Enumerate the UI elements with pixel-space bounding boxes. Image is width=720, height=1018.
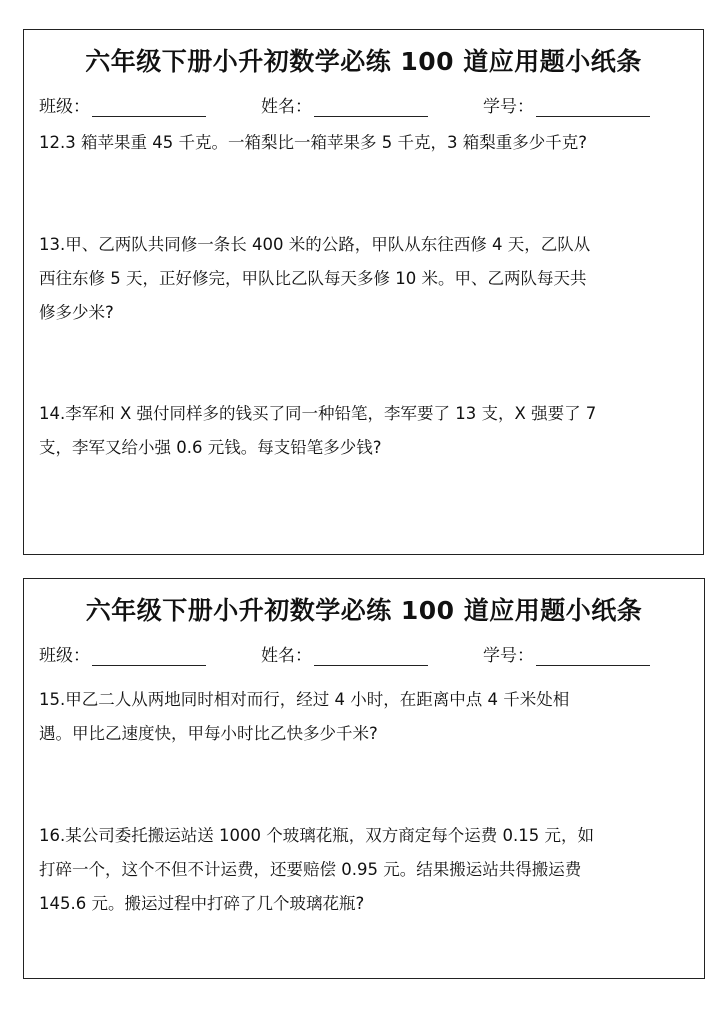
question-13 (39, 228, 691, 330)
worksheet-card (23, 578, 705, 979)
student-id-field[interactable] (483, 92, 650, 117)
student-id-field[interactable] (483, 641, 650, 666)
name-label: 姓名： (261, 646, 312, 666)
class-blank[interactable] (92, 649, 206, 666)
student-id-blank[interactable] (536, 100, 650, 117)
card-title: 六年级下册小升初数学必练 100 道应用题小纸条 (85, 47, 642, 76)
class-label: 班级： (39, 97, 90, 117)
class-field[interactable] (39, 92, 206, 117)
question-line: 14.李军和 X 强付同样多的钱买了同一种铅笔，李军要了 13 支，X 强要了 7 (39, 404, 597, 423)
name-field[interactable] (261, 92, 428, 117)
student-id-label: 学号： (483, 646, 534, 666)
class-blank[interactable] (92, 100, 206, 117)
question-16 (39, 819, 692, 921)
card-title: 六年级下册小升初数学必练 100 道应用题小纸条 (85, 596, 643, 625)
question-line: 16.某公司委托搬运站送 1000 个玻璃花瓶，双方商定每个运费 0.15 元，如 (39, 826, 594, 845)
question-line: 遇。甲比乙速度快，甲每小时比乙快多少千米? (39, 724, 378, 743)
question-12 (39, 126, 691, 160)
question-15 (39, 683, 692, 751)
name-blank[interactable] (314, 100, 428, 117)
class-field[interactable] (39, 641, 206, 666)
student-id-blank[interactable] (536, 649, 650, 666)
question-line: 12.3 箱苹果重 45 千克。一箱梨比一箱苹果多 5 千克，3 箱梨重多少千克? (39, 133, 587, 152)
question-line: 打碎一个，这个不但不计运费，还要赔偿 0.95 元。结果搬运站共得搬运费 (39, 860, 582, 879)
question-line: 15.甲乙二人从两地同时相对而行，经过 4 小时，在距离中点 4 千米处相 (39, 690, 570, 709)
worksheet-card (23, 29, 704, 555)
name-field[interactable] (261, 641, 428, 666)
name-blank[interactable] (314, 649, 428, 666)
student-info-row (39, 641, 694, 667)
question-line: 145.6 元。搬运过程中打碎了几个玻璃花瓶? (39, 894, 365, 913)
question-14 (39, 397, 691, 465)
question-line: 西往东修 5 天，正好修完，甲队比乙队每天多修 10 米。甲、乙两队每天共 (39, 269, 587, 288)
student-id-label: 学号： (483, 97, 534, 117)
question-line: 支，李军又给小强 0.6 元钱。每支铅笔多少钱? (39, 438, 382, 457)
question-line: 修多少米? (39, 303, 114, 322)
name-label: 姓名： (261, 97, 312, 117)
class-label: 班级： (39, 646, 90, 666)
student-info-row (39, 92, 693, 118)
question-line: 13.甲、乙两队共同修一条长 400 米的公路，甲队从东往西修 4 天，乙队从 (39, 235, 591, 254)
